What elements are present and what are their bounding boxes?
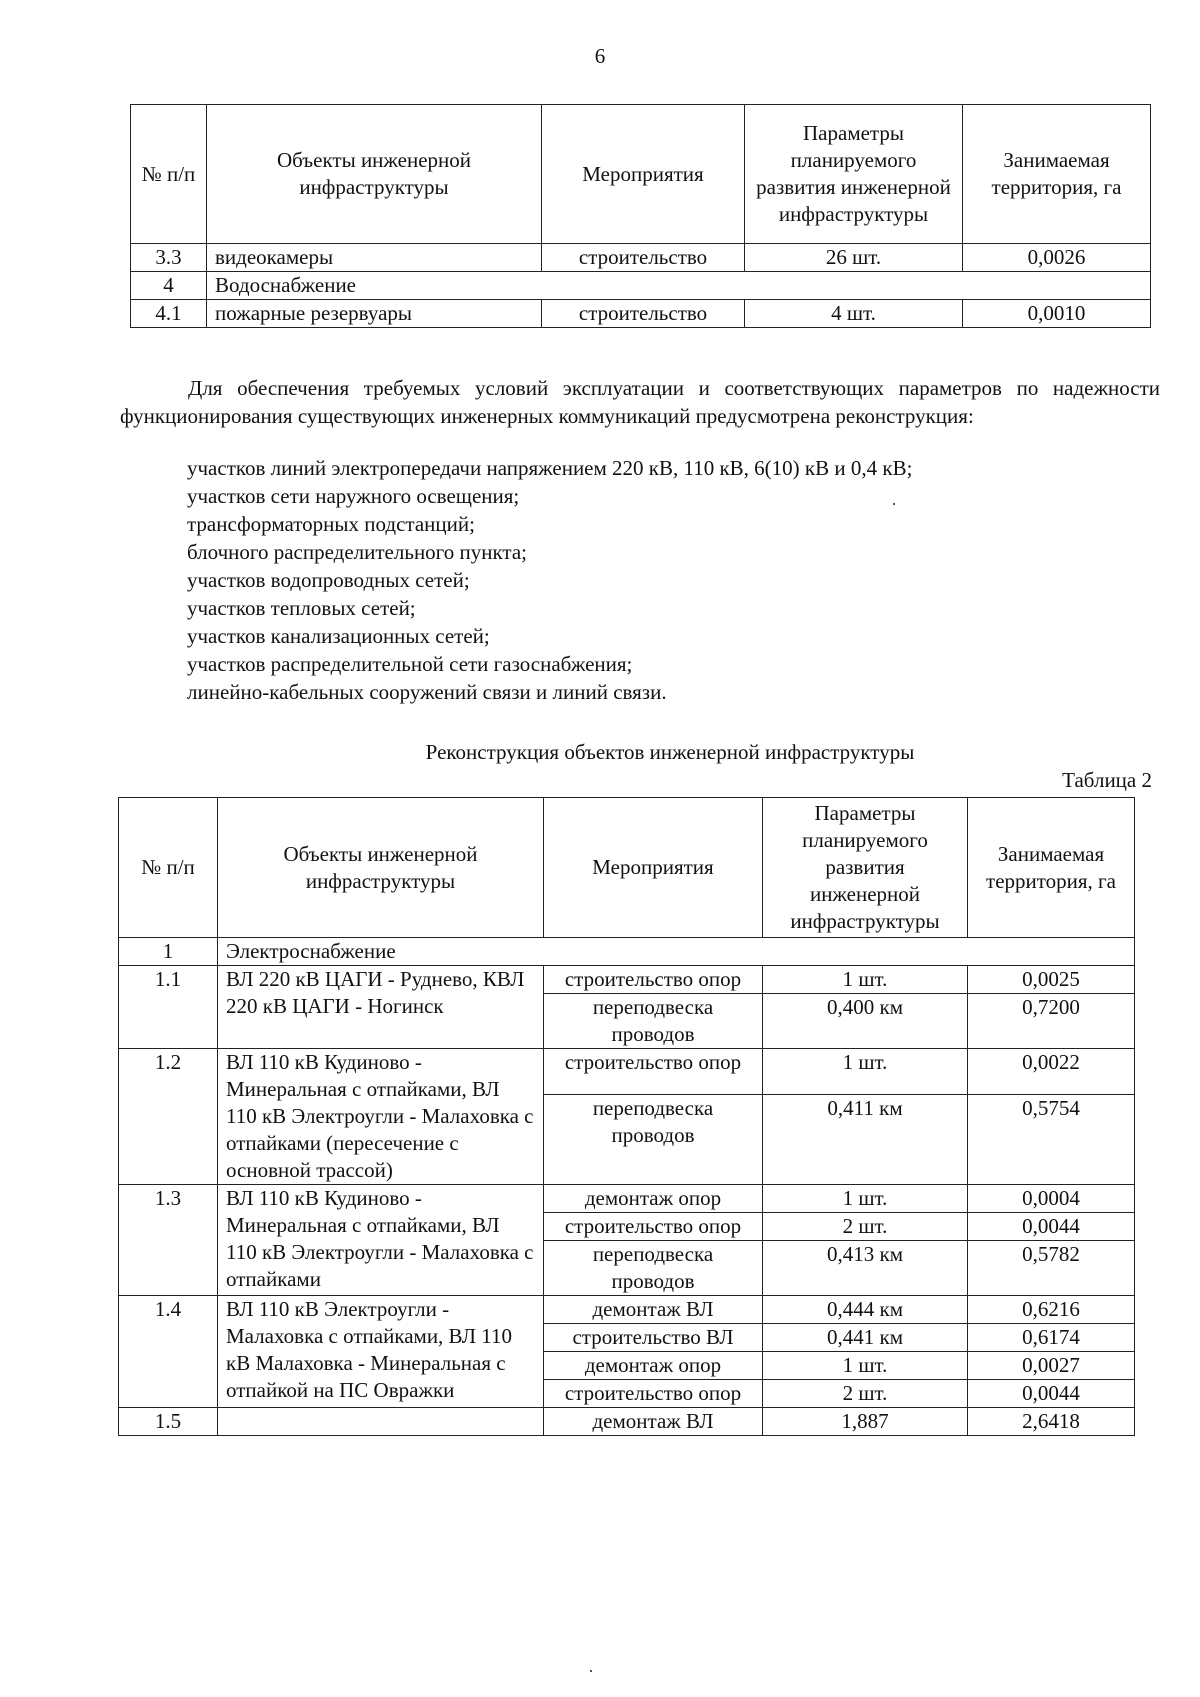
row-action: строительство опор	[544, 966, 763, 994]
row-object: видеокамеры	[207, 244, 542, 272]
row-action: демонтаж опор	[544, 1185, 763, 1213]
row-param: 0,411 км	[763, 1094, 968, 1184]
row-param: 0,400 км	[763, 994, 968, 1049]
list-item: трансформаторных подстанций;	[187, 512, 475, 536]
row-action: строительство	[542, 244, 745, 272]
list-item: участков водопроводных сетей;	[187, 568, 470, 592]
row-object: ВЛ 110 кВ Кудиново - Минеральная с отпайками, ВЛ 110 кВ Электроугли - Малаховка с отпайками	[218, 1185, 544, 1296]
header-area: Занимаемая территория, га	[968, 798, 1135, 938]
row-param: 0,413 км	[763, 1241, 968, 1296]
table2-title: Реконструкция объектов инженерной инфраструктуры	[425, 740, 915, 764]
row-area: 0,0044	[968, 1213, 1135, 1241]
list-item: участков сети наружного освещения;	[187, 484, 520, 508]
table-header-row	[131, 105, 1151, 244]
scan-speck	[590, 1670, 592, 1672]
section-num: 1	[119, 938, 218, 966]
row-action: строительство	[542, 300, 745, 328]
table-row	[131, 300, 1151, 328]
row-area: 0,0027	[968, 1352, 1135, 1380]
header-action: Мероприятия	[542, 105, 745, 244]
row-param: 1 шт.	[763, 1049, 968, 1095]
row-param: 4 шт.	[745, 300, 963, 328]
header-area: Занимаемая территория, га	[963, 105, 1151, 244]
row-param: 1,887	[763, 1408, 968, 1436]
row-param: 0,441 км	[763, 1324, 968, 1352]
row-param: 2 шт.	[763, 1380, 968, 1408]
table-section-row	[131, 272, 1151, 300]
row-action: переподвеска проводов	[544, 994, 763, 1049]
row-param: 1 шт.	[763, 1352, 968, 1380]
row-num: 1.5	[119, 1408, 218, 1436]
row-num: 1.4	[119, 1296, 218, 1408]
row-area: 0,6216	[968, 1296, 1135, 1324]
row-area: 0,7200	[968, 994, 1135, 1049]
row-object: ВЛ 220 кВ ЦАГИ - Руднево, КВЛ 220 кВ ЦАГИ - Ногинск	[218, 966, 544, 1049]
list-item: участков распределительной сети газоснабжения;	[187, 652, 633, 676]
row-num: 4.1	[131, 300, 207, 328]
scan-speck	[893, 503, 895, 505]
header-object: Объекты инженерной инфраструктуры	[207, 105, 542, 244]
header-object: Объекты инженерной инфраструктуры	[218, 798, 544, 938]
row-num: 1.2	[119, 1049, 218, 1185]
page-number: 6	[594, 44, 606, 68]
row-action: переподвеска проводов	[544, 1094, 763, 1184]
table-row	[119, 966, 1135, 994]
row-area: 0,5754	[968, 1094, 1135, 1184]
row-param: 1 шт.	[763, 966, 968, 994]
row-area: 0,0025	[968, 966, 1135, 994]
table-row	[131, 244, 1151, 272]
row-num: 3.3	[131, 244, 207, 272]
row-object: пожарные резервуары	[207, 300, 542, 328]
row-action: строительство опор	[544, 1380, 763, 1408]
list-item: участков тепловых сетей;	[187, 596, 416, 620]
row-action: строительство опор	[544, 1049, 763, 1095]
row-object: ВЛ 110 кВ Кудиново - Минеральная с отпайками, ВЛ 110 кВ Электроугли - Малаховка с отпайками (пересечение с основной трассой)	[218, 1049, 544, 1185]
list-item: блочного распределительного пункта;	[187, 540, 528, 564]
header-action: Мероприятия	[544, 798, 763, 938]
row-area: 0,0022	[968, 1049, 1135, 1095]
table-header-row	[119, 798, 1135, 938]
row-param: 2 шт.	[763, 1213, 968, 1241]
row-num: 1.1	[119, 966, 218, 1049]
table-section-row	[119, 938, 1135, 966]
section-num: 4	[131, 272, 207, 300]
row-param: 1 шт.	[763, 1185, 968, 1213]
row-action: переподвеска проводов	[544, 1241, 763, 1296]
row-area: 0,0026	[963, 244, 1151, 272]
row-object: ВЛ 110 кВ Электроугли - Малаховка с отпайками, ВЛ 110 кВ Малаховка - Минеральная с отпайкой на ПС Овражки	[218, 1296, 544, 1408]
table-row	[119, 1408, 1135, 1436]
header-params: Параметры планируемого развития инженерной инфраструктуры	[745, 105, 963, 244]
row-num: 1.3	[119, 1185, 218, 1296]
row-area: 0,6174	[968, 1324, 1135, 1352]
infrastructure-table-1	[130, 104, 1151, 328]
list-item: участков канализационных сетей;	[187, 624, 490, 648]
row-area: 0,0010	[963, 300, 1151, 328]
section-title: Электроснабжение	[218, 938, 1135, 966]
table-row	[119, 1185, 1135, 1213]
table2-label: Таблица 2	[1062, 768, 1152, 792]
row-action: строительство ВЛ	[544, 1324, 763, 1352]
list-item: линейно-кабельных сооружений связи и линий связи.	[187, 680, 667, 704]
reconstruction-table	[118, 797, 1135, 1436]
header-params: Параметры планируемого развития инженерной инфраструктуры	[763, 798, 968, 938]
row-action: демонтаж ВЛ	[544, 1408, 763, 1436]
row-area: 0,0044	[968, 1380, 1135, 1408]
row-action: демонтаж опор	[544, 1352, 763, 1380]
header-num: № п/п	[119, 798, 218, 938]
row-action: демонтаж ВЛ	[544, 1296, 763, 1324]
row-area: 0,5782	[968, 1241, 1135, 1296]
header-num: № п/п	[131, 105, 207, 244]
row-area: 2,6418	[968, 1408, 1135, 1436]
row-param: 0,444 км	[763, 1296, 968, 1324]
table-row	[119, 1296, 1135, 1324]
section-title: Водоснабжение	[207, 272, 1151, 300]
table-row	[119, 1049, 1135, 1095]
row-action: строительство опор	[544, 1213, 763, 1241]
row-area: 0,0004	[968, 1185, 1135, 1213]
row-param: 26 шт.	[745, 244, 963, 272]
row-object	[218, 1408, 544, 1436]
list-item: участков линий электропередачи напряжением 220 кВ, 110 кВ, 6(10) кВ и 0,4 кВ;	[187, 456, 913, 480]
reconstruction-list	[187, 454, 912, 706]
reconstruction-paragraph: Для обеспечения требуемых условий эксплуатации и соответствующих параметров по надежности функционирования существующих инженерных коммуникаций предусмотрена реконструкция:	[120, 376, 1160, 428]
